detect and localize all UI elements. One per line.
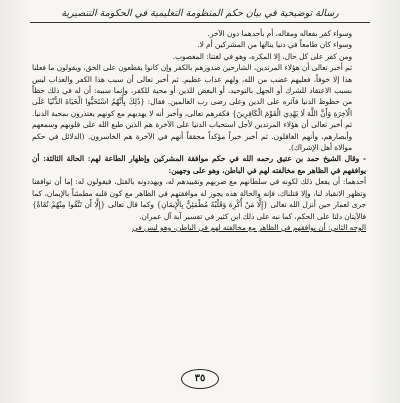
paragraph: ثم أخبر تعالى أن هؤلاء المرتدين، الشارحين صدورهم بالكفر وإن كانوا يقطعون على الحق، ويقولون ما فعلنا هذا إلا خوفاً، فعليهم غضب من الله، ولهم عذاب عظيم. ثم أخبر تعالى أن سبب هذا الكفر والعذاب ليس بسبب الاعتقاد للشرك أو الجهل بالتوحيد، أو البغض للدين أو محبة للكفر، وإنما سببه: أن له في ذلك حظاً من حظوظ الدنيا فآثره على الدين وعلى رضى رب العالمين. فقال: {ذَٰلِكَ بِأَنَّهُمُ اسْتَحَبُّوا الْحَيَاةَ الدُّنْيَا عَلَى الْآخِرَةِ وَأَنَّ اللَّهَ لَا يَهْدِي الْقَوْمَ الْكَافِرِينَ} فكفرهم تعالى، وأخبر أنه لا يهديهم مع كونهم يعتذرون بمحبة الدنيا. ثم أخبر تعالى أن هؤلاء المرتدين لأجل استحباب الدنيا على الآخرة هم الذين طبع الله على قلوبهم وسمعهم وأبصارهم، وأنهم الغافلون. ثم أخبر خبراً مؤكداً محققاً أنهم في الآخرة هم الخاسرون. (الدلائل في حكم موالاة أهل الإشراك).	[32, 63, 352, 153]
paragraph: وسواء كان طامعاً في دنيا ينالها من المشركين أم لا.	[197, 40, 352, 50]
paragraph: الوجه الثاني: أن يوافقهم في الظاهر مع مخالفته لهم في الباطن، وهو ليس في	[132, 222, 366, 232]
body-text	[32, 28, 366, 233]
paragraph: أحدهما: أن يفعل ذلك لكونه في سلطانهم مع ضربهم وتقييدهم له، ويهددونه بالقتل، فيقولون له: إما أن توافقنا وتظهر الانقياد لنا، وإلا قتلناك، فإنه والحالة هذه يجوز له موافقتهم في الظاهر مع كون قلبه مطمئناً بالإيمان، كما جرى لعمار حين أنزل الله تعالى {إِلَّا مَنْ أُكْرِهَ وَقَلْبُهُ مُطْمَئِنٌّ بِالْإِيمَانِ} وكما قال تعالى {إِلَّا أَن تَتَّقُوا مِنْهُمْ تُقَاةً} فالآيتان دلتا على الحكم، كما نبه على ذلك ابن كثير في تفسير آية آل عمران.	[32, 177, 366, 221]
paragraph: وسواء كفر بفعاله ومقاله، أم بأحدهما دون الآخر.	[207, 29, 352, 38]
paragraph: ومن كفر على كل حال، إلا المكره، وهو في لغتنا: المغصوب.	[172, 51, 352, 61]
running-header: رسالة توضيحية في بيان حكم المنظومة التعليمية في الحكومة التنصيرية	[61, 8, 339, 19]
header-rule	[30, 22, 370, 23]
page-footer	[0, 369, 400, 389]
section-heading-paragraph: - وقال الشيخ حمد بن عتيق رحمه الله في حكم موافقة المشركين وإظهار الطاعة لهم: الحالة الثالثة: أن يوافقهم في الظاهر مع مخالفته لهم في الباطن، وهو على وجهين:	[32, 154, 366, 175]
page-number: ٣٥	[181, 369, 219, 389]
